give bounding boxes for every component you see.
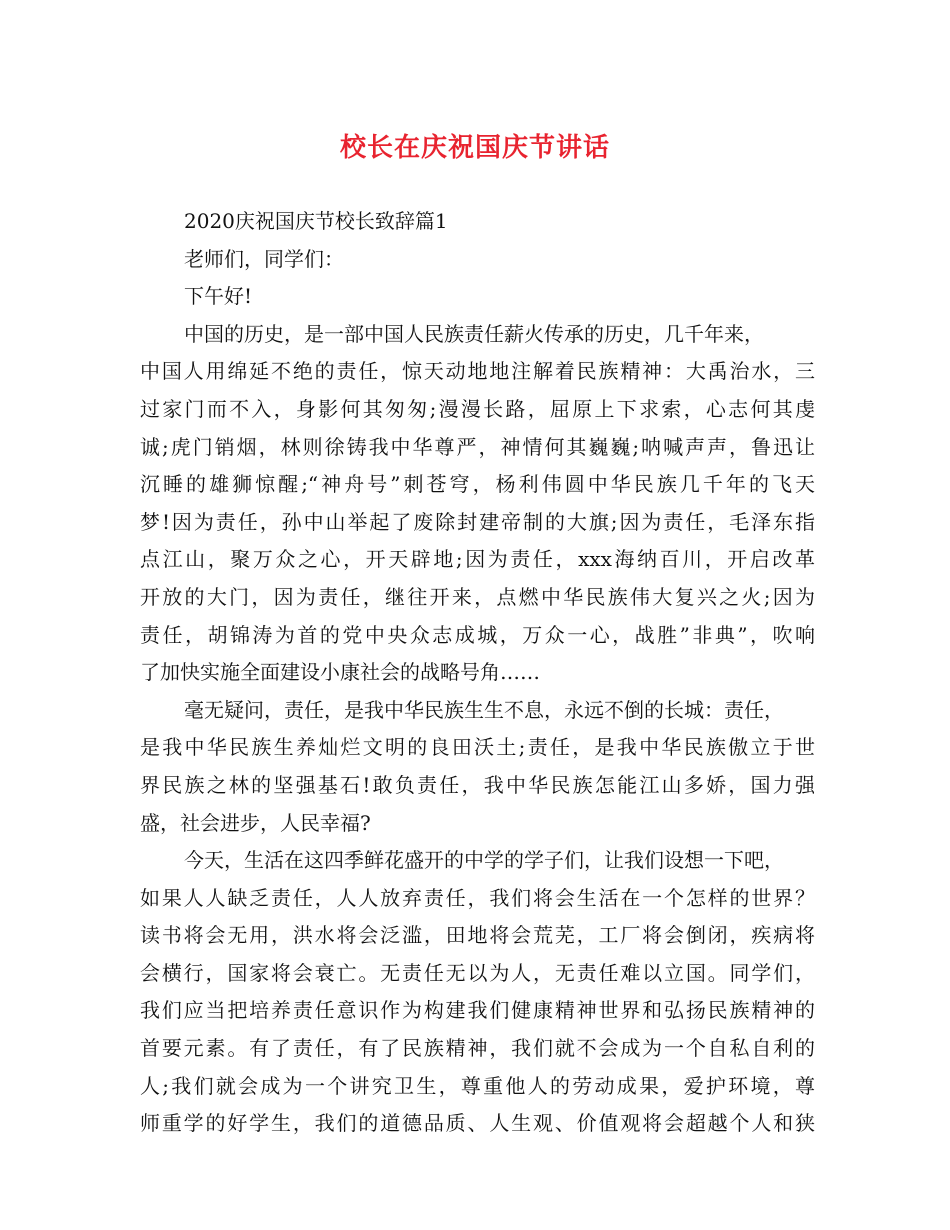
text-line: 师重学的好学生，我们的道德品质、人生观、价值观将会超越个人和狭 (140, 1111, 815, 1136)
text-line: 人;我们就会成为一个讲究卫生，尊重他人的劳动成果，爱护环境，尊 (140, 1073, 815, 1098)
text-line: 首要元素。有了责任，有了民族精神，我们就不会成为一个自私自利的 (140, 1036, 815, 1061)
greeting-line: 下午好! (184, 284, 253, 309)
text-line: 是我中华民族生养灿烂文明的良田沃土;责任，是我中华民族傲立于世 (140, 735, 815, 760)
text-line: 界民族之林的坚强基石!敢负责任，我中华民族怎能江山多娇，国力强 (140, 772, 815, 797)
text-line: 过家门而不入，身影何其匆匆;漫漫长路，屈原上下求索，心志何其虔 (140, 396, 815, 421)
document-body (140, 203, 815, 1143)
document-title: 校长在庆祝国庆节讲话 (339, 133, 610, 163)
text-line: 点江山，聚万众之心，开天辟地;因为责任，xxx海纳百川，开启改革 (140, 547, 815, 572)
text-line: 毫无疑问，责任，是我中华民族生生不息，永远不倒的长城：责任， (184, 697, 784, 722)
text-line: 诚;虎门销烟，林则徐铸我中华尊严，神情何其巍巍;呐喊声声，鲁迅让 (140, 434, 815, 459)
text-line: 责任，胡锦涛为首的党中央众志成城，万众一心，战胜”非典”，吹响 (140, 622, 815, 647)
heading-line: 2020庆祝国庆节校长致辞篇1 (184, 209, 448, 233)
text-line: 开放的大门，因为责任，继往开来，点燃中华民族伟大复兴之火;因为 (140, 584, 815, 609)
text-line: 中国人用绵延不绝的责任，惊天动地地注解着民族精神：大禹治水，三 (140, 359, 815, 384)
text-line: 会横行，国家将会衰亡。无责任无以为人，无责任难以立国。同学们， (140, 960, 815, 985)
text-line: 了加快实施全面建设小康社会的战略号角…… (140, 660, 540, 685)
text-line: 读书将会无用，洪水将会泛滥，田地将会荒芜，工厂将会倒闭，疾病将 (140, 923, 815, 948)
text-line: 沉睡的雄狮惊醒;“神舟号”刺苍穹，杨利伟圆中华民族几千年的飞天 (140, 472, 815, 497)
text-line: 今天，生活在这四季鲜花盛开的中学的学子们，让我们设想一下吧， (184, 848, 784, 873)
text-line: 梦!因为责任，孙中山举起了废除封建帝制的大旗;因为责任，毛泽东指 (140, 509, 815, 534)
text-line: 盛，社会进步，人民幸福? (140, 810, 371, 835)
text-line: 我们应当把培养责任意识作为构建我们健康精神世界和弘扬民族精神的 (140, 998, 815, 1023)
text-line: 中国的历史，是一部中国人民族责任薪火传承的历史，几千年来， (184, 321, 764, 346)
text-line: 如果人人缺乏责任，人人放弃责任，我们将会生活在一个怎样的世界？ (140, 885, 815, 910)
salutation-line: 老师们，同学们： (184, 246, 344, 271)
